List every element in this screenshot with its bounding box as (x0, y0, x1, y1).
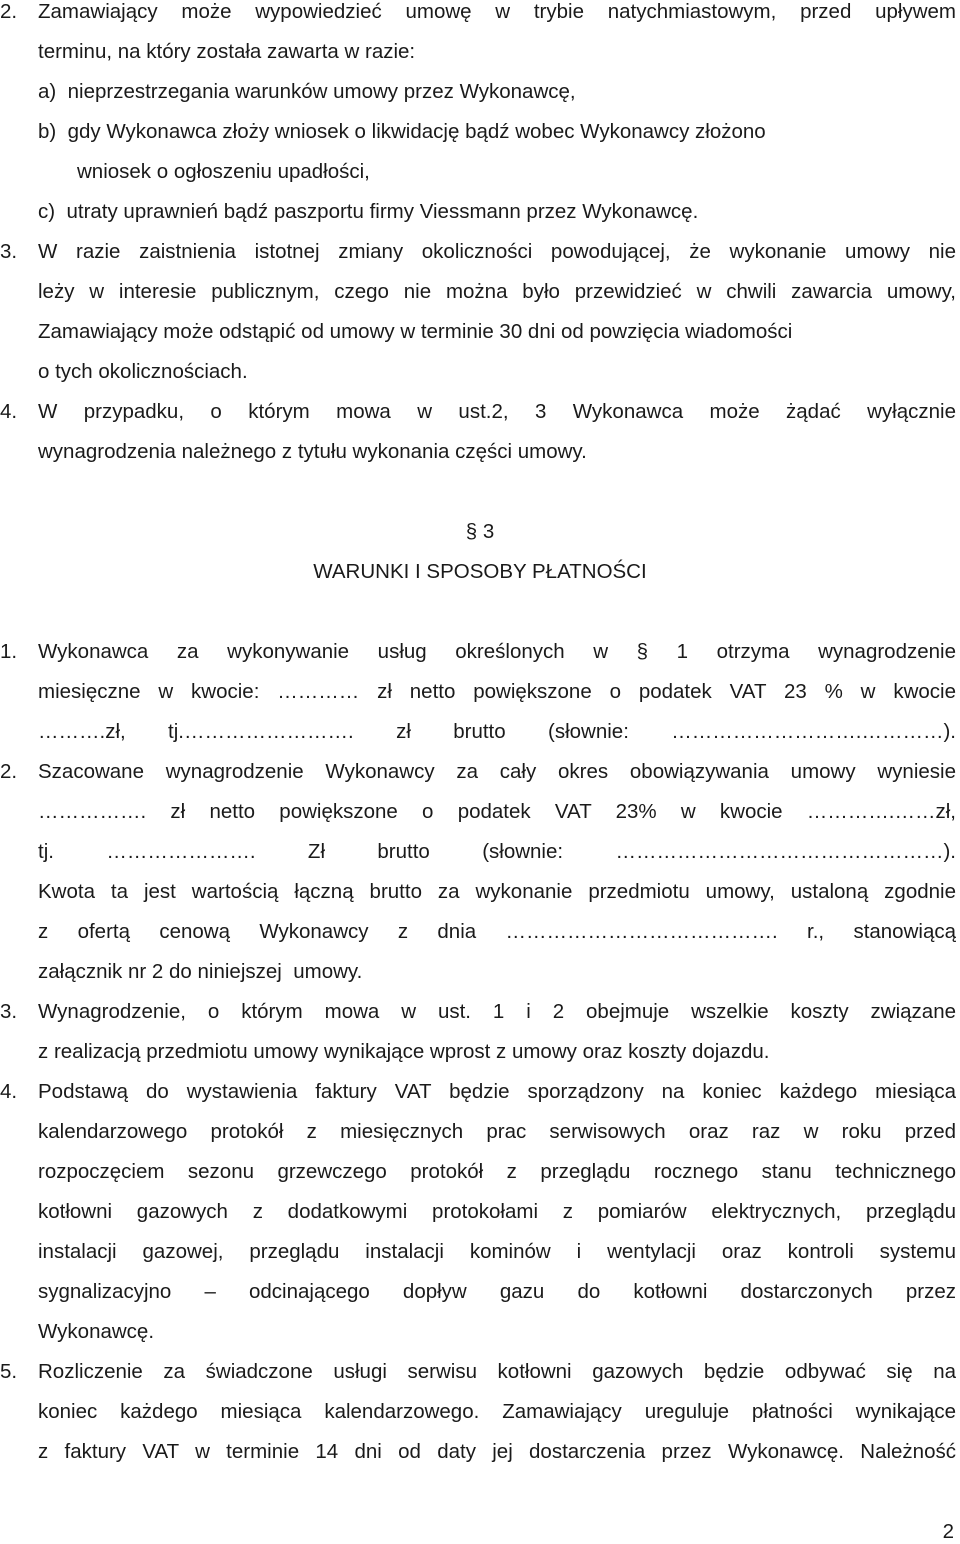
paragraph-line: Zamawiający może wypowiedzieć umowę w trybie natychmiastowym, przed upływem (38, 0, 956, 23)
item-number: 2. (0, 760, 18, 783)
paragraph-line: ……….zł, tj.……………………. zł brutto (słownie: ……………………….…………). (38, 720, 956, 743)
paragraph-line: z realizacją przedmiotu umowy wynikające wprost z umowy oraz koszty dojazdu. (38, 1040, 770, 1063)
paragraph-line: ……………. zł netto powiększone o podatek VAT 23% w kwocie ………….……zł, (38, 800, 956, 823)
list-item: b) gdy Wykonawca złoży wniosek o likwidację bądź wobec Wykonawcy złożono (38, 120, 766, 143)
paragraph-line: koniec każdego miesiąca kalendarzowego. Zamawiający ureguluje płatności wynikające (38, 1400, 956, 1423)
paragraph-line: Podstawą do wystawienia faktury VAT będzie sporządzony na koniec każdego miesiąca (38, 1080, 956, 1103)
paragraph-line: W przypadku, o którym mowa w ust.2, 3 Wykonawca może żądać wyłącznie (38, 400, 956, 423)
paragraph-line: terminu, na który została zawarta w razie: (38, 40, 416, 63)
paragraph-line: Zamawiający może odstąpić od umowy w terminie 30 dni od powzięcia wiadomości (38, 320, 793, 343)
section-title: WARUNKI I SPOSOBY PŁATNOŚCI (313, 560, 647, 583)
paragraph-line: tj. …………………. Zł brutto (słownie: …………………………………………). (38, 840, 956, 863)
paragraph-line: kalendarzowego protokół z miesięcznych prac serwisowych oraz raz w roku przed (38, 1120, 956, 1143)
paragraph-line: instalacji gazowej, przeglądu instalacji kominów i wentylacji oraz kontroli systemu (38, 1240, 956, 1263)
paragraph-line: wynagrodzenia należnego z tytułu wykonania części umowy. (38, 440, 587, 463)
item-number: 1. (0, 640, 18, 663)
paragraph-line: rozpoczęciem sezonu grzewczego protokół z przeglądu rocznego stanu technicznego (38, 1160, 956, 1183)
paragraph-line: leży w interesie publicznym, czego nie można było przewidzieć w chwili zawarcia umowy, (38, 280, 956, 303)
paragraph-line: kotłowni gazowych z dodatkowymi protokołami z pomiarów elektrycznych, przeglądu (38, 1200, 956, 1223)
item-number: 3. (0, 1000, 18, 1023)
paragraph-line: Rozliczenie za świadczone usługi serwisu kotłowni gazowych będzie odbywać się na (38, 1360, 956, 1383)
item-number: 4. (0, 400, 18, 423)
paragraph-line: Wynagrodzenie, o którym mowa w ust. 1 i 2 obejmuje wszelkie koszty związane (38, 1000, 956, 1023)
list-item: a) nieprzestrzegania warunków umowy przez Wykonawcę, (38, 80, 576, 103)
item-number: 4. (0, 1080, 18, 1103)
item-number: 3. (0, 240, 18, 263)
list-item-continuation: wniosek o ogłoszeniu upadłości, (77, 160, 370, 183)
item-number: 2. (0, 0, 18, 23)
paragraph-line: sygnalizacyjno – odcinającego dopływ gazu do kotłowni dostarczonych przez (38, 1280, 956, 1303)
paragraph-line: Szacowane wynagrodzenie Wykonawcy za cały okres obowiązywania umowy wyniesie (38, 760, 956, 783)
list-item: c) utraty uprawnień bądź paszportu firmy Viessmann przez Wykonawcę. (38, 200, 699, 223)
page-number: 2 (942, 1520, 954, 1543)
paragraph-line: z faktury VAT w terminie 14 dni od daty jej dostarczenia przez Wykonawcę. Należność (38, 1440, 956, 1463)
paragraph-line: W razie zaistnienia istotnej zmiany okoliczności powodującej, że wykonanie umowy nie (38, 240, 956, 263)
paragraph-line: z ofertą cenową Wykonawcy z dnia …………………………………. r., stanowiącą (38, 920, 956, 943)
paragraph-line: miesięczne w kwocie: ………… zł netto powiększone o podatek VAT 23 % w kwocie (38, 680, 956, 703)
paragraph-line: Wykonawca za wykonywanie usług określonych w § 1 otrzyma wynagrodzenie (38, 640, 956, 663)
section-symbol: § 3 (465, 520, 495, 543)
paragraph-line: Kwota ta jest wartością łączną brutto za wykonanie przedmiotu umowy, ustaloną zgodnie (38, 880, 956, 903)
paragraph-line: Wykonawcę. (38, 1320, 155, 1343)
item-number: 5. (0, 1360, 18, 1383)
paragraph-line: o tych okolicznościach. (38, 360, 248, 383)
paragraph-line: załącznik nr 2 do niniejszej umowy. (38, 960, 363, 983)
